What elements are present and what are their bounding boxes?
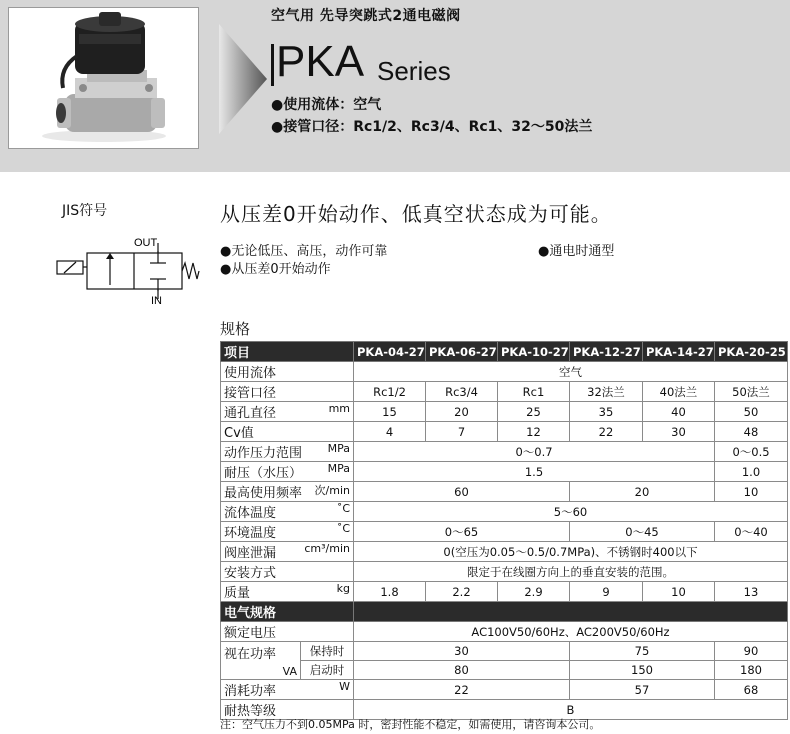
cell: 180 [715, 661, 788, 680]
cell: 57 [570, 680, 715, 700]
out-port-label: OUT [134, 237, 158, 249]
in-port-label: IN [151, 295, 162, 307]
hold-label: 保持时 [301, 642, 353, 661]
cell: 30 [643, 422, 715, 442]
product-subtitle: 空气用 先导突跳式2通电磁阀 [271, 8, 461, 24]
cell: 20 [426, 402, 498, 422]
cell: 7 [426, 422, 498, 442]
title-bar [271, 44, 274, 86]
cell: 1.5 [354, 462, 715, 482]
table-header-row [221, 342, 788, 362]
feature-item: ●从压差0开始动作 [220, 262, 331, 277]
cell: 68 [715, 680, 788, 700]
cell: 空气 [354, 362, 788, 382]
row-label-proof: 耐压（水压） MPa [221, 462, 354, 482]
electrical-header: 电气规格 [221, 602, 354, 622]
cell: 4 [354, 422, 426, 442]
cell: 5～60 [354, 502, 788, 522]
cell: 32法兰 [570, 382, 643, 402]
cell: 2.9 [498, 582, 570, 602]
jis-symbol-title: JIS符号 [62, 203, 108, 219]
model-col-header: PKA-06-27 [426, 342, 498, 362]
row-label-voltage: 额定电压 [221, 622, 354, 642]
row-label-mass: 质量 kg [221, 582, 354, 602]
cell: 10 [643, 582, 715, 602]
row-label-orifice: 通孔直径 mm [221, 402, 354, 422]
cell: 2.2 [426, 582, 498, 602]
spec-table [220, 341, 788, 720]
row-label-port: 接管口径 [221, 382, 354, 402]
cell: 1.8 [354, 582, 426, 602]
footnote: 注：空气压力不到0.05MPa 时，密封性能不稳定，如需使用，请咨询本公司。 [220, 718, 601, 731]
feature-item: ●无论低压、高压，动作可靠 [220, 244, 388, 259]
row-label-leakage: 阀座泄漏 cm³/min [221, 542, 354, 562]
table-row [221, 422, 788, 442]
cell: Rc3/4 [426, 382, 498, 402]
row-label-ambient-temp: 环境温度 ˚C [221, 522, 354, 542]
start-label: 启动时 [309, 663, 345, 677]
table-row [221, 562, 788, 582]
header-band [0, 0, 790, 172]
row-label-apparent-power: 视在功率 VA 保持时 启动时 [221, 642, 354, 680]
cell: 0～65 [354, 522, 570, 542]
cell: 0～45 [570, 522, 715, 542]
table-row [221, 502, 788, 522]
item-header: 项目 [221, 342, 354, 362]
cell: 12 [498, 422, 570, 442]
cell: 限定于在线圈方向上的垂直安装的范围。 [354, 562, 788, 582]
cell: 1.0 [715, 462, 788, 482]
row-label-mounting: 安装方式 [221, 562, 354, 582]
model-name: PKA [276, 37, 365, 86]
fluid-spec: ●使用流体：空气 [271, 97, 382, 113]
cell: 20 [570, 482, 715, 502]
cell: 40 [643, 402, 715, 422]
cell: B [354, 700, 788, 720]
model-col-header: PKA-14-27 [643, 342, 715, 362]
cell: 35 [570, 402, 643, 422]
cell: 0～40 [715, 522, 788, 542]
table-row [221, 522, 788, 542]
cell: 9 [570, 582, 643, 602]
model-col-header: PKA-20-25 [715, 342, 788, 362]
jis-symbol-diagram [50, 235, 200, 307]
row-label-heat-class: 耐热等级 [221, 700, 354, 720]
row-label-frequency: 最高使用频率 次/min [221, 482, 354, 502]
cell: 25 [498, 402, 570, 422]
table-row [221, 382, 788, 402]
row-label-power: 消耗功率 W [221, 680, 354, 700]
table-row [221, 402, 788, 422]
cell: 15 [354, 402, 426, 422]
cell [354, 602, 788, 622]
model-col-header: PKA-10-27 [498, 342, 570, 362]
cell: 50法兰 [715, 382, 788, 402]
cell: 0～0.7 [354, 442, 715, 462]
cell: 22 [354, 680, 570, 700]
cell: 80 [354, 661, 570, 680]
table-row [221, 442, 788, 462]
row-label-pressure: 动作压力范围 MPa [221, 442, 354, 462]
table-row [221, 680, 788, 700]
cell: 40法兰 [643, 382, 715, 402]
cell: 50 [715, 402, 788, 422]
cell: Rc1/2 [354, 382, 426, 402]
row-label-fluid-temp: 流体温度 ˚C [221, 502, 354, 522]
port-spec: ●接管口径：Rc1/2、Rc3/4、Rc1、32～50法兰 [271, 119, 593, 135]
table-row [221, 622, 788, 642]
cell: 0～0.5 [715, 442, 788, 462]
cell: 150 [570, 661, 715, 680]
cell: 90 [715, 642, 788, 661]
cell: 48 [715, 422, 788, 442]
electrical-header-row [221, 602, 788, 622]
model-col-header: PKA-04-27 [354, 342, 426, 362]
model-col-header: PKA-12-27 [570, 342, 643, 362]
arrow-wedge-icon [219, 24, 269, 134]
table-row [221, 362, 788, 382]
cell: 60 [354, 482, 570, 502]
row-label-fluid: 使用流体 [221, 362, 354, 382]
table-row [221, 542, 788, 562]
cell: Rc1 [498, 382, 570, 402]
spec-title: 规格 [220, 320, 251, 338]
headline: 从压差0开始动作、低真空状态成为可能。 [220, 202, 612, 226]
cell: AC100V50/60Hz、AC200V50/60Hz [354, 622, 788, 642]
table-row [221, 482, 788, 502]
series-label: Series [377, 56, 451, 86]
cell: 30 [354, 642, 570, 661]
cell: 22 [570, 422, 643, 442]
row-label-cv: Cv值 [221, 422, 354, 442]
cell: 0(空压为0.05～0.5/0.7MPa)、不锈钢时400以下 [354, 542, 788, 562]
product-photo [8, 7, 199, 149]
table-row [221, 462, 788, 482]
cell: 10 [715, 482, 788, 502]
table-row [221, 582, 788, 602]
table-row [221, 642, 788, 661]
cell: 13 [715, 582, 788, 602]
cell: 75 [570, 642, 715, 661]
feature-item: ●通电时通型 [538, 244, 615, 259]
